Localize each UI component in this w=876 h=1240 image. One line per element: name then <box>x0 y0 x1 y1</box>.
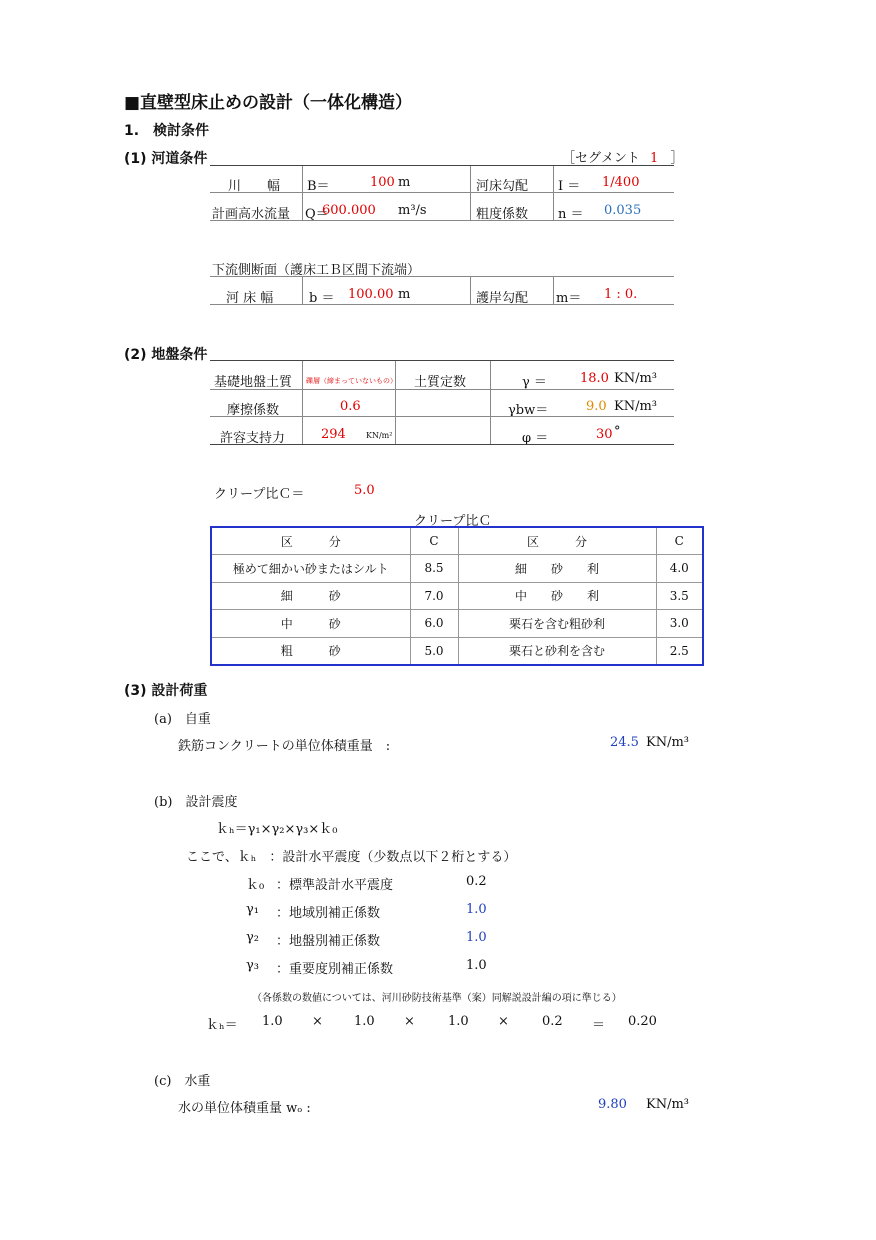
kh-factor-2: 1.0 <box>354 1014 375 1029</box>
seismic-definition: ここで、ｋₕ ：設計水平震度（少数点以下２桁とする） <box>186 850 517 865</box>
bed-width-value: 100.00 <box>348 287 394 302</box>
bearing-unit: KN/m² <box>366 431 393 440</box>
bed-width-label: 河 床 幅 <box>226 291 274 306</box>
k0-symbol: ｋ₀ <box>246 878 265 893</box>
table-cell: 8.5 <box>410 555 458 583</box>
bed-slope-label: 河床勾配 <box>476 179 529 194</box>
gamma-unit: KN/m³ <box>614 371 658 386</box>
soil-constant-label: 土質定数 <box>414 375 467 390</box>
column-header: C <box>410 528 458 555</box>
segment-indicator <box>562 147 683 166</box>
gamma3-value: 1.0 <box>466 958 487 973</box>
concrete-weight-value: 24.5 <box>610 735 639 750</box>
concrete-weight-unit: KN/m³ <box>646 735 690 750</box>
bank-slope-label: 護岸勾配 <box>476 291 529 306</box>
kh-factor-3: 1.0 <box>448 1014 469 1029</box>
river-width-value: 100 <box>370 175 395 190</box>
bed-width-symbol: b ＝ <box>309 291 335 306</box>
segment-prefix: ［セグメント <box>562 151 640 166</box>
gamma2-value: 1.0 <box>466 930 487 945</box>
table-cell: 栗石を含む粗砂利 <box>458 610 656 638</box>
column-header: 区 分 <box>212 528 410 555</box>
gamma-bw-value: 9.0 <box>586 399 607 414</box>
table-row <box>212 610 702 638</box>
equals-sign: ＝ <box>592 1018 606 1033</box>
design-flow-unit: m³/s <box>398 203 427 218</box>
design-flow-symbol: Q＝ <box>305 207 329 222</box>
kh-result: 0.20 <box>628 1014 657 1029</box>
bearing-value: 294 <box>321 427 346 442</box>
roughness-label: 粗度係数 <box>476 207 529 222</box>
bed-width-unit: m <box>398 287 411 302</box>
seismic-heading: (b) 設計震度 <box>154 795 238 810</box>
page-title: ■直壁型床止めの設計（一体化構造） <box>124 93 413 113</box>
bed-slope-value: 1/400 <box>602 175 640 190</box>
design-flow-value: 600.000 <box>322 203 376 218</box>
section-heading-ground: (2) 地盤条件 <box>124 347 208 363</box>
soil-value: 礫層（締まっていないもの） <box>306 377 397 385</box>
section-heading-river: (1) 河道条件 <box>124 151 208 167</box>
water-weight-heading: (c) 水重 <box>154 1074 211 1089</box>
table-cell: 5.0 <box>410 637 458 664</box>
table-row <box>212 582 702 610</box>
gamma1-value: 1.0 <box>466 902 487 917</box>
segment-value: 1 <box>650 151 659 166</box>
section-heading-conditions: 1. 検討条件 <box>124 123 210 139</box>
bed-slope-symbol: I ＝ <box>558 179 581 194</box>
table-cell: 2.5 <box>656 637 702 664</box>
column-header: 区 分 <box>458 528 656 555</box>
concrete-weight-label: 鉄筋コンクリートの単位体積重量 : <box>178 739 391 754</box>
table-cell: 中 砂 利 <box>458 582 656 610</box>
table-cell: 4.0 <box>656 555 702 583</box>
table-cell: 3.0 <box>656 610 702 638</box>
bank-slope-symbol: m＝ <box>556 291 582 306</box>
table-cell: 6.0 <box>410 610 458 638</box>
river-width-label: 川 幅 <box>228 179 281 194</box>
table-row <box>212 555 702 583</box>
water-weight-label: 水の単位体積重量 wₒ : <box>178 1101 311 1116</box>
gamma1-label: ：地域別補正係数 <box>276 906 381 921</box>
multiply-sign: × <box>312 1014 323 1029</box>
self-weight-heading: (a) 自重 <box>154 712 211 727</box>
gamma3-symbol: γ₃ <box>246 958 259 973</box>
bearing-label: 許容支持力 <box>220 431 286 446</box>
table-cell: 細 砂 利 <box>458 555 656 583</box>
gamma1-symbol: γ₁ <box>246 902 259 917</box>
soil-label: 基礎地盤土質 <box>214 375 293 390</box>
river-width-symbol: B＝ <box>307 179 330 194</box>
creep-ratio-table <box>210 526 704 666</box>
phi-unit: ° <box>614 424 621 439</box>
gamma2-label: ：地盤別補正係数 <box>276 934 381 949</box>
roughness-symbol: n ＝ <box>558 207 584 222</box>
coefficient-note: （各係数の数値については、河川砂防技術基準（案）同解説設計編の項に準じる） <box>252 993 622 1004</box>
kh-factor-4: 0.2 <box>542 1014 563 1029</box>
kh-factor-1: 1.0 <box>262 1014 283 1029</box>
seismic-formula: ｋₕ＝γ₁×γ₂×γ₃×ｋ₀ <box>216 822 338 837</box>
multiply-sign: × <box>404 1014 415 1029</box>
gamma2-symbol: γ₂ <box>246 930 259 945</box>
gamma3-label: ：重要度別補正係数 <box>276 962 394 977</box>
bank-slope-value: 1 : 0. <box>604 287 638 302</box>
kh-lhs: ｋₕ＝ <box>206 1018 238 1033</box>
table-cell: 栗石と砂利を含む <box>458 637 656 664</box>
water-weight-unit: KN/m³ <box>646 1097 690 1112</box>
table-cell: 極めて細かい砂またはシルト <box>212 555 410 583</box>
gamma-bw-unit: KN/m³ <box>614 399 658 414</box>
design-flow-label: 計画高水流量 <box>212 207 291 222</box>
column-header: C <box>656 528 702 555</box>
creep-table-title: クリープ比Ｃ <box>414 514 492 529</box>
gamma-value: 18.0 <box>580 371 609 386</box>
roughness-value: 0.035 <box>604 203 642 218</box>
phi-value: 30 <box>596 427 613 442</box>
creep-ratio-value: 5.0 <box>354 483 375 498</box>
gamma-bw-symbol: γbw＝ <box>508 403 549 418</box>
river-width-unit: m <box>398 175 411 190</box>
downstream-heading: 下流側断面（護床工Ｂ区間下流端） <box>212 263 421 278</box>
creep-ratio-label: クリープ比Ｃ＝ <box>214 487 305 502</box>
friction-label: 摩擦係数 <box>227 403 280 418</box>
table-cell: 粗 砂 <box>212 637 410 664</box>
section-heading-loads: (3) 設計荷重 <box>124 683 208 699</box>
table-cell: 7.0 <box>410 582 458 610</box>
multiply-sign: × <box>498 1014 509 1029</box>
table-cell: 細 砂 <box>212 582 410 610</box>
k0-value: 0.2 <box>466 874 487 889</box>
water-weight-value: 9.80 <box>598 1097 627 1112</box>
table-row <box>212 637 702 664</box>
phi-symbol: φ ＝ <box>522 431 549 446</box>
table-header-row <box>212 528 702 555</box>
k0-label: ：標準設計水平震度 <box>276 878 394 893</box>
segment-suffix: ］ <box>670 151 684 166</box>
table-cell: 3.5 <box>656 582 702 610</box>
gamma-symbol: γ ＝ <box>522 375 547 390</box>
friction-value: 0.6 <box>340 399 361 414</box>
table-cell: 中 砂 <box>212 610 410 638</box>
